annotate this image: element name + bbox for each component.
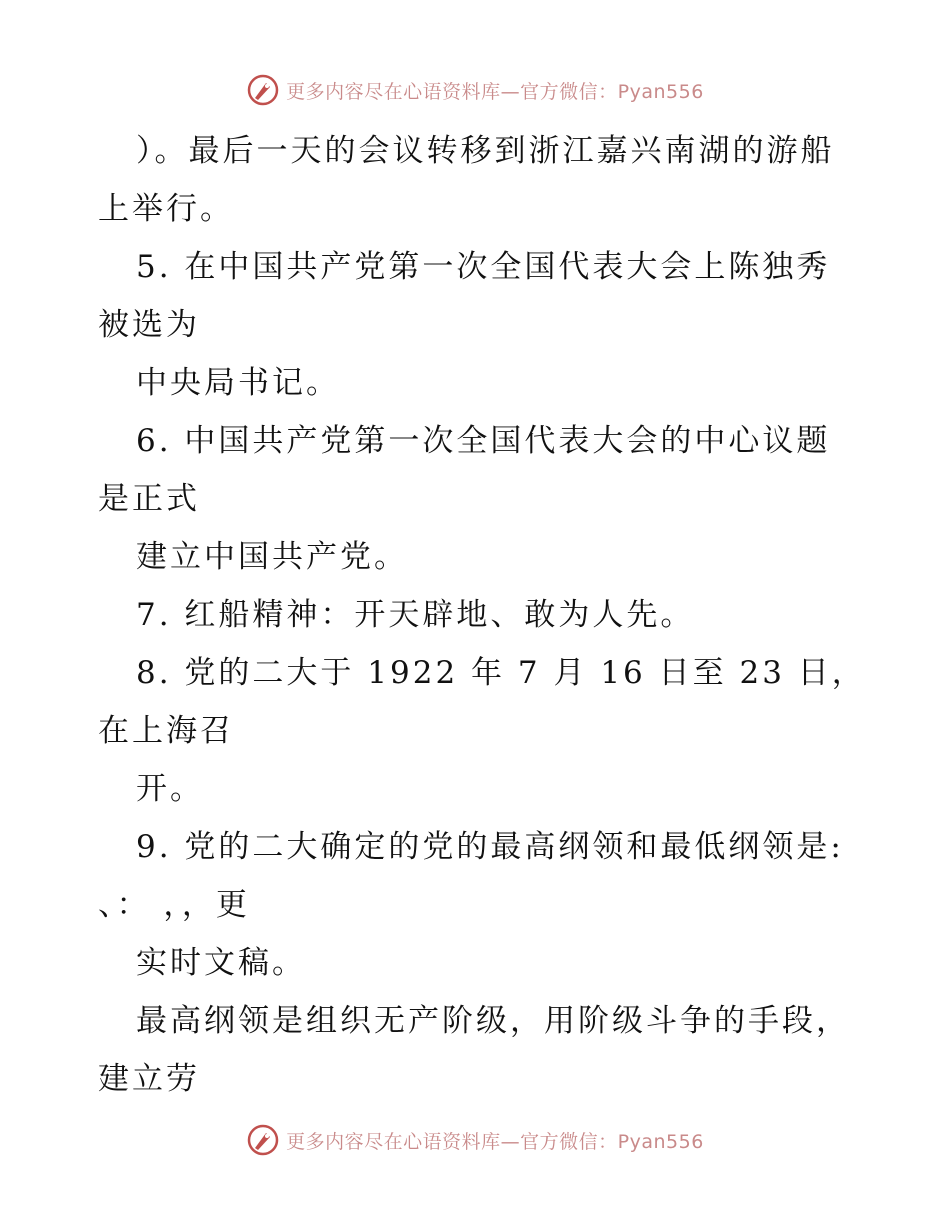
text-line: 被选为	[98, 307, 200, 343]
text-line: 实时文稿。	[136, 945, 306, 981]
text-line: ）。最后一天的会议转移到浙江嘉兴南湖的游船	[136, 133, 835, 169]
text-line: 8. 党的二大于 1922 年 7 月 16 日至 23 日，	[136, 655, 866, 691]
pen-nib-circle-icon	[246, 73, 280, 107]
text-line: 建立中国共产党。	[136, 539, 408, 575]
text-line: 上举行。	[98, 191, 234, 227]
text-line: 最高纲领是组织无产阶级，用阶级斗争的手段，	[136, 1003, 850, 1039]
text-line: 在上海召	[98, 713, 234, 749]
header-watermark	[0, 70, 950, 110]
footer-watermark	[0, 1120, 950, 1160]
text-line: 是正式	[98, 481, 200, 517]
text-line: 7. 红船精神：开天辟地、敢为人先。	[136, 597, 695, 633]
text-line: 6. 中国共产党第一次全国代表大会的中心议题	[136, 423, 831, 459]
text-line: 中央局书记。	[136, 365, 340, 401]
text-line: 、： ，，更	[98, 887, 250, 923]
text-line: 9. 党的二大确定的党的最高纲领和最低纲领是:	[136, 829, 844, 865]
document-body	[98, 122, 866, 1108]
text-line: 开。	[136, 771, 204, 807]
watermark-text: 更多内容尽在心语资料库—官方微信：Pyan556	[286, 1130, 704, 1153]
text-line: 5. 在中国共产党第一次全国代表大会上陈独秀	[136, 249, 831, 285]
watermark-text: 更多内容尽在心语资料库—官方微信：Pyan556	[286, 80, 704, 103]
text-line: 建立劳	[98, 1061, 200, 1097]
pen-nib-circle-icon	[246, 1123, 280, 1157]
